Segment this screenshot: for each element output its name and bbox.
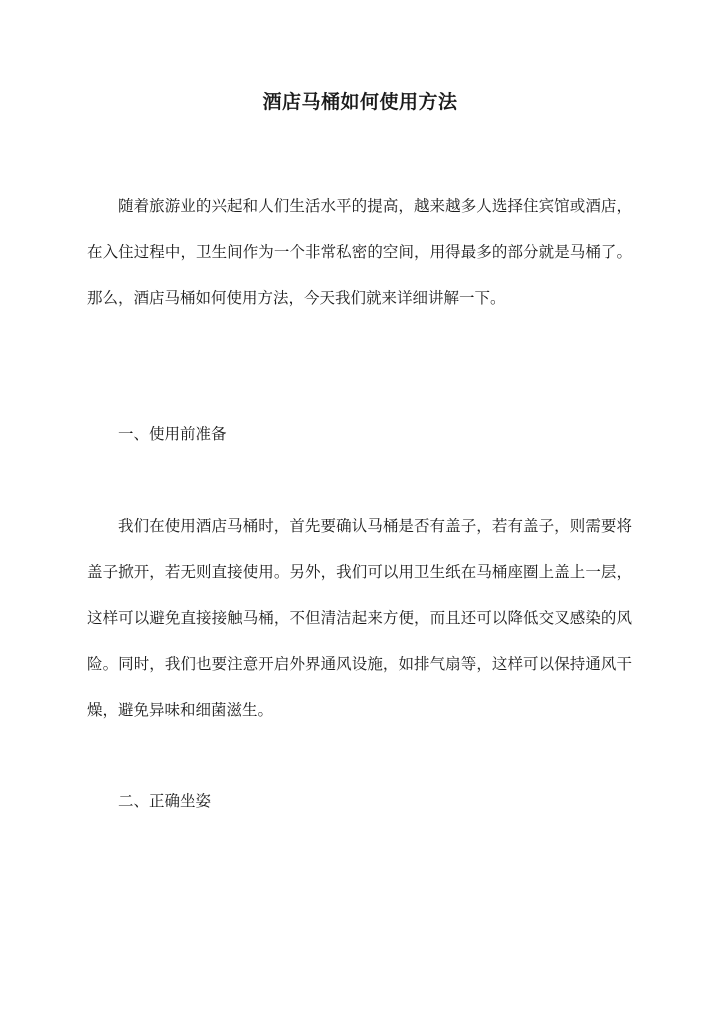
section-body-preparation: 我们在使用酒店马桶时，首先要确认马桶是否有盖子，若有盖子，则需要将盖子掀开，若无则直接使用。另外，我们可以用卫生纸在马桶座圈上盖上一层，这样可以避免直接接触马桶，不但清洁起来方便，而且还可以降低交叉感染的风险。同时，我们也要注意开启外界通风设施，如排气扇等，这样可以保持通风干燥，避免异味和细菌滋生。	[87, 517, 632, 719]
intro-paragraph: 随着旅游业的兴起和人们生活水平的提高，越来越多人选择住宾馆或酒店，在入住过程中，卫生间作为一个非常私密的空间，用得最多的部分就是马桶了。那么，酒店马桶如何使用方法，今天我们就来详细讲解一下。	[87, 197, 632, 307]
section-heading-preparation: 一、使用前准备	[118, 425, 227, 443]
section-heading-posture: 二、正确坐姿	[118, 792, 212, 810]
document-title: 酒店马桶如何使用方法	[262, 91, 458, 113]
